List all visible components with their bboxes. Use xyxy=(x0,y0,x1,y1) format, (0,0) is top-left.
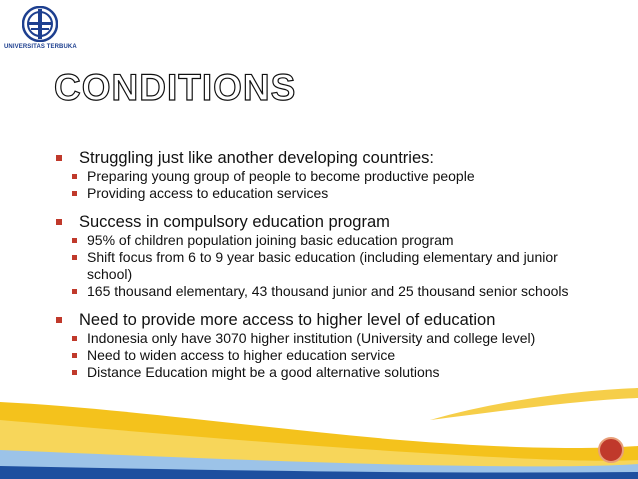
bullet-marker-icon xyxy=(72,238,77,243)
sub-bullet-item xyxy=(52,168,587,185)
bullet-marker-icon xyxy=(72,191,77,196)
bullet-text: Need to provide more access to higher level of education xyxy=(79,311,496,329)
sub-bullet-item xyxy=(52,330,587,347)
sub-bullet-text: Need to widen access to higher education service xyxy=(87,347,396,363)
sub-bullet-text: Distance Education might be a good alternative solutions xyxy=(87,364,440,380)
university-emblem-icon xyxy=(22,6,58,42)
sub-bullet-item xyxy=(52,347,587,364)
bullet-marker-icon xyxy=(72,336,77,341)
bullet-marker-icon xyxy=(72,353,77,358)
sub-bullet-text: Preparing young group of people to become productive people xyxy=(87,168,475,184)
bullet-text: Success in compulsory education program xyxy=(79,213,390,231)
sub-bullet-text: Providing access to education services xyxy=(87,185,329,201)
university-name: UNIVERSITAS TERBUKA xyxy=(4,44,77,50)
footer-wave-decoration xyxy=(0,380,638,479)
bullet-item xyxy=(52,148,612,168)
sub-bullet-text: Indonesia only have 3070 higher institution (University and college level) xyxy=(87,330,536,346)
bullet-group-3 xyxy=(52,310,612,381)
sub-bullet-item xyxy=(52,249,587,283)
bullet-marker-icon xyxy=(72,174,77,179)
bullet-marker-icon xyxy=(72,370,77,375)
bullet-marker-icon xyxy=(56,219,62,225)
slide-number-badge xyxy=(598,437,624,463)
slide-title: CONDITIONS xyxy=(54,67,297,108)
bullet-marker-icon xyxy=(56,317,62,323)
bullet-list xyxy=(52,148,612,381)
bullet-text: Struggling just like another developing countries: xyxy=(79,149,434,167)
bullet-item xyxy=(52,212,612,232)
bullet-item xyxy=(52,310,612,330)
bullet-group-2 xyxy=(52,212,612,300)
bullet-marker-icon xyxy=(72,255,77,260)
bullet-marker-icon xyxy=(56,155,62,161)
sub-bullet-text: 165 thousand elementary, 43 thousand junior and 25 thousand senior schools xyxy=(87,283,569,299)
bullet-group-1 xyxy=(52,148,612,202)
sub-bullet-item xyxy=(52,283,587,300)
sub-bullet-item xyxy=(52,232,587,249)
university-logo xyxy=(4,4,76,56)
sub-bullet-item xyxy=(52,364,587,381)
bullet-marker-icon xyxy=(72,289,77,294)
sub-bullet-text: Shift focus from 6 to 9 year basic education (including elementary and junior school) xyxy=(87,249,558,282)
sub-bullet-text: 95% of children population joining basic education program xyxy=(87,232,454,248)
sub-bullet-item xyxy=(52,185,587,202)
